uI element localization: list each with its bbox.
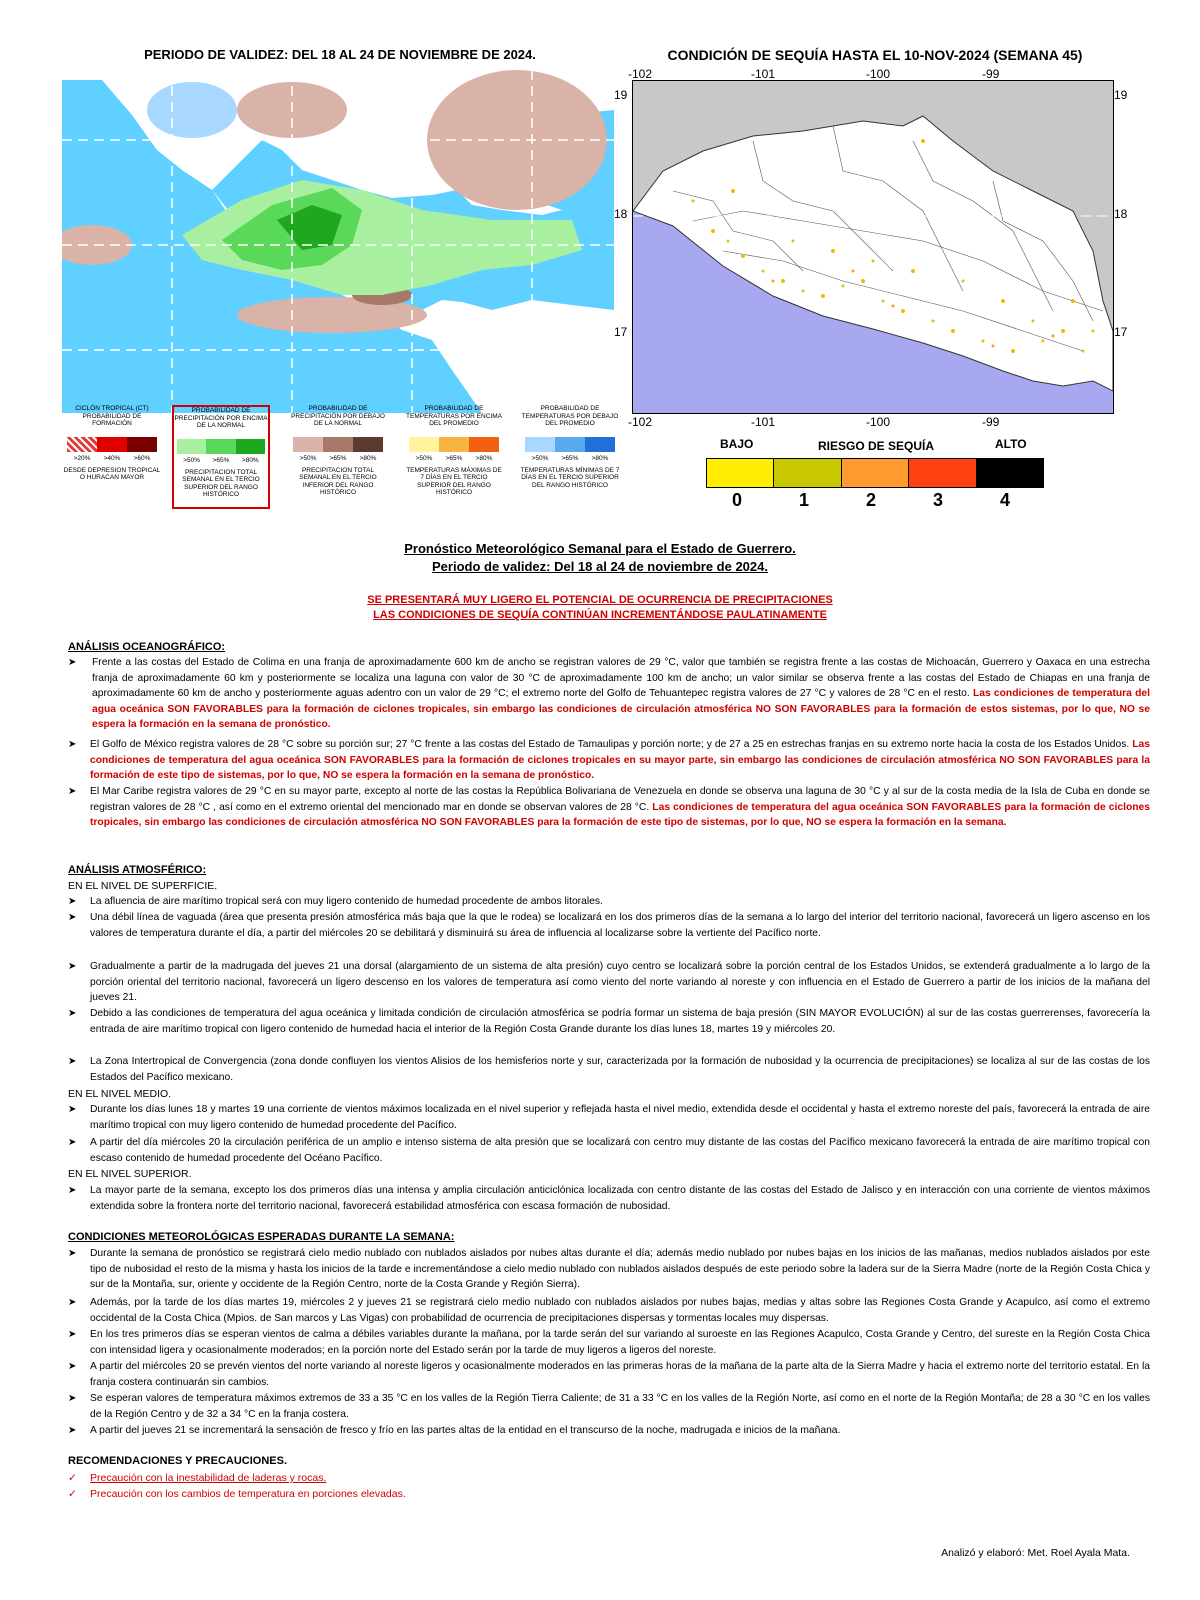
bullet-text: Durante la semana de pronóstico se registrará cielo medio nublado con nublados aislados por nubes altas durante el día; además medio nublado por nubes bajas en los inicios de las mañanas, medios nublados aislados por este tipo de nubosidad el resto de la misma y hasta los inicios de la tarde e incrementándose a cielo medio nublado con nublados aislados después de este periodo sobre la ladera sur de la Sierra Madre (norte de la Región Costa Chica y sur de la Montaña, sur, oriente y occidente de la Región Centro, norte de la Costa Grande y Región Sierra).	[90, 1248, 1150, 1291]
arrow-bullet-icon: ➤	[68, 1137, 77, 1148]
recommendation-item	[68, 1472, 326, 1484]
level-surface: EN EL NIVEL DE SUPERFICIE.	[68, 880, 218, 892]
drought-swatch-2	[842, 459, 909, 487]
legend-temp-below	[520, 405, 620, 489]
checkmark-icon: ✓	[68, 1488, 77, 1500]
arrow-bullet-icon: ➤	[68, 1248, 77, 1259]
legend-desc: TEMPERATURAS MÍNIMAS DE 7 DÍAS EN EL TERCIO SUPERIOR DEL RANGO HISTÓRICO	[520, 466, 620, 489]
list-item	[68, 894, 1150, 910]
legend-desc: DESDE DEPRESION TROPICAL O HURACAN MAYOR	[63, 466, 161, 481]
arrow-bullet-icon: ➤	[68, 1008, 77, 1019]
bullet-text: La Zona Intertropical de Convergencia (zona donde confluyen los vientos Alisios de los hemisferios norte y sur, caracterizada por la formación de nubosidad y la ocurrencia de precipitaciones) se localiza al sur de las costas de los Estados del Pacífico mexicano.	[90, 1056, 1150, 1083]
bullet-text: Se esperan valores de temperatura máximos extremos de 33 a 35 °C en los valles de la Región Tierra Caliente; de 31 a 33 °C en los valles de la Región Norte, así como en el norte de la Región Montaña; de 28 a 30 °C en los valles de la Región Centro y de 32 a 34 °C en la franja costera.	[90, 1393, 1150, 1420]
legend-swatch	[525, 437, 555, 452]
validity-period: Periodo de validez: Del 18 al 24 de noviembre de 2024.	[432, 559, 768, 574]
legend-swatch	[469, 437, 499, 452]
legend-level: >50%	[531, 455, 549, 462]
lat-tick: 17	[1114, 325, 1128, 339]
lat-tick: 19	[614, 88, 628, 102]
legend-level: >50%	[415, 455, 433, 462]
legend-swatch	[353, 437, 383, 452]
bullet-warning: Las condiciones de temperatura del agua oceánica SON FAVORABLES para la formación de ciclones tropicales en su mayor parte, sin embargo las condiciones de circulación atmosférica NO SON FAVORABLES para la formación de este tipo de sistemas, por lo que, NO se espera la formación en la semana de pronóstico.	[90, 739, 1150, 782]
legend-level: >65%	[445, 455, 463, 462]
author-signature: Analizó y elaboró: Met. Roel Ayala Mata.	[941, 1547, 1130, 1559]
legend-swatch	[409, 437, 439, 452]
legend-swatch	[97, 437, 127, 452]
alert-drought: LAS CONDICIONES DE SEQUÍA CONTINÚAN INCREMENTÁNDOSE PAULATINAMENTE	[373, 609, 827, 621]
recommendation-text: Precaución con los cambios de temperatura en porciones elevadas.	[90, 1488, 406, 1500]
drought-swatch-3	[909, 459, 976, 487]
lon-tick: -102	[628, 67, 653, 81]
legend-precip-below	[288, 405, 388, 497]
level-upper: EN EL NIVEL SUPERIOR.	[68, 1168, 192, 1180]
bullet-warning: Las condiciones de temperatura del agua oceánica SON FAVORABLES para la formación de ciclones tropicales, sin embargo las condiciones de circulación atmosférica NO SON FAVORABLES para la formación de estos sistemas, por lo que, NO se espera la formación en la semana de pronóstico.	[92, 688, 1150, 731]
lon-tick: -101	[751, 415, 776, 429]
legend-desc: PRECIPITACION TOTAL SEMANAL EN EL TERCIO SUPERIOR DEL RANGO HISTÓRICO	[182, 468, 260, 498]
legend-level: >80%	[359, 455, 377, 462]
list-item	[68, 1183, 1150, 1214]
legend-level: >65%	[561, 455, 579, 462]
drought-scale-bar	[706, 458, 1044, 488]
drought-scale-value: 4	[1000, 490, 1011, 510]
recommendations-heading: RECOMENDACIONES Y PRECAUCIONES.	[68, 1455, 288, 1467]
list-item	[68, 910, 1150, 941]
bullet-text: La afluencia de aire marítimo tropical será con muy ligero contenido de humedad procedente de ambos litorales.	[90, 896, 603, 907]
arrow-bullet-icon: ➤	[68, 657, 77, 668]
lon-tick: -99	[982, 415, 1000, 429]
arrow-bullet-icon: ➤	[68, 961, 77, 972]
bullet-text: Además, por la tarde de los días martes 19, miércoles 2 y jueves 21 se registrará cielo medio nublado con nublados aislados por nubes bajas, medias y altas sobre las Regiones Costa Grande y Acapulco, así como el extremo occidental de la Costa Chica (Mpios. de San marcos y Las Vigas) con probabilidad de ocurrencia de precipitaciones dispersas y tormentas locales muy dispersas.	[90, 1297, 1150, 1324]
drought-scale-value: 2	[866, 490, 877, 510]
legend-level: >60%	[133, 455, 151, 462]
recommendation-item	[68, 1488, 406, 1500]
atmospheric-heading: ANÁLISIS ATMOSFÉRICO:	[68, 864, 207, 876]
arrow-bullet-icon: ➤	[68, 1104, 77, 1115]
list-item	[68, 1295, 1150, 1326]
bullet-text: Gradualmente a partir de la madrugada del jueves 21 una dorsal (alargamiento de un sistema de alta presión) cuyo centro se localizará sobre la porción central de los Estados Unidos, se extenderá gradualmente a lo largo de la porción oriental del territorio nacional, favorecerá un ligero descenso en los valores de temperatura así como viento del norte variando al noreste y con influencia en el Estado de Guerrero a partir de los inicios de la mañana del jueves 21.	[90, 961, 1150, 1004]
bullet-text: El Golfo de México registra valores de 28 °C sobre su porción sur; 27 °C frente a las costas del Estado de Tamaulipas y porción norte; y de 27 a 25 en estrechas franjas en su extremo norte hacia la costa de los Estados Unidos.	[90, 739, 1130, 750]
list-item	[68, 655, 1150, 733]
legend-title: PROBABILIDAD DE TEMPERATURAS POR ENCIMA DEL PROMEDIO	[406, 405, 502, 427]
list-item	[68, 737, 1150, 784]
drought-scale-value: 3	[933, 490, 944, 510]
arrow-bullet-icon: ➤	[68, 739, 77, 750]
legend-level: >80%	[591, 455, 609, 462]
conditions-heading: CONDICIONES METEOROLÓGICAS ESPERADAS DURANTE LA SEMANA:	[68, 1231, 455, 1243]
lat-tick: 17	[614, 325, 628, 339]
legend-level: >20%	[73, 455, 91, 462]
precipitation-outlook-map	[62, 70, 614, 413]
legend-level: >65%	[212, 457, 230, 464]
legend-swatch	[293, 437, 323, 452]
lat-tick: 18	[1114, 207, 1128, 221]
left-map-title: PERIODO DE VALIDEZ: DEL 18 AL 24 DE NOVIEMBRE DE 2024.	[144, 47, 536, 62]
lat-tick: 18	[614, 207, 628, 221]
level-middle: EN EL NIVEL MEDIO.	[68, 1088, 172, 1100]
legend-desc: PRECIPITACION TOTAL SEMANAL EN EL TERCIO INFERIOR DEL RANGO HISTÓRICO	[299, 466, 377, 496]
legend-title: PROBABILIDAD DE PRECIPITACIÓN POR ENCIMA DE LA NORMAL	[174, 407, 268, 429]
bullet-text: El Mar Caribe registra valores de 29 °C en su mayor parte, excepto al norte de las costas la República Bolivariana de Venezuela en donde se observa una laguna de 30 °C y al sur de la costa media de la Isla de Cuba en donde se registran valores de 28 °C , así como en el extremo oriental del mencionado mar en donde se observan valores de 28 °C.	[90, 786, 1150, 813]
lon-tick: -100	[866, 415, 891, 429]
legend-swatch	[206, 439, 235, 454]
drought-swatch-0	[707, 459, 774, 487]
legend-title: PROBABILIDAD DE TEMPERATURAS POR DEBAJO DEL PROMEDIO	[521, 405, 619, 427]
arrow-bullet-icon: ➤	[68, 896, 77, 907]
list-item	[68, 1102, 1150, 1133]
legend-swatch	[439, 437, 469, 452]
right-map-title: CONDICIÓN DE SEQUÍA HASTA EL 10-NOV-2024 (SEMANA 45)	[667, 47, 1083, 63]
drought-swatch-1	[774, 459, 841, 487]
arrow-bullet-icon: ➤	[68, 1393, 77, 1404]
list-item	[68, 1391, 1150, 1422]
legend-level: >80%	[475, 455, 493, 462]
arrow-bullet-icon: ➤	[68, 1056, 77, 1067]
lon-tick: -100	[866, 67, 891, 81]
arrow-bullet-icon: ➤	[68, 1329, 77, 1340]
recommendation-text: Precaución con la inestabilidad de laderas y rocas.	[90, 1472, 327, 1484]
arrow-bullet-icon: ➤	[68, 912, 77, 923]
bullet-text: Durante los días lunes 18 y martes 19 una corriente de vientos máximos localizada en el nivel superior y reflejada hasta el nivel medio, extendida desde el occidental y hasta el extremo noreste del país, favorecerá la entrada de aire marítimo tropical con muy ligero contenido de humedad procedente del Pacífico.	[90, 1104, 1150, 1131]
legend-swatch	[177, 439, 206, 454]
arrow-bullet-icon: ➤	[68, 1425, 77, 1436]
forecast-title: Pronóstico Meteorológico Semanal para el Estado de Guerrero.	[404, 541, 796, 556]
bullet-text: En los tres primeros días se esperan vientos de calma a débiles variables durante la mañana, por la tarde serán del sur variando al suroeste en las Regiones Acapulco, Costa Grande y Centro, del sureste en la Región Costa Chica con intensidad ligera y ocasionalmente moderados; en la porción norte del Estado serán por la tarde de muy ligeros a ligeros del noreste.	[90, 1329, 1150, 1356]
bullet-text: Frente a las costas del Estado de Colima en una franja de aproximadamente 600 km de ancho se registran valores de 29 °C, valor que también se registra frente a las costas de Michoacán, Guerrero y Oaxaca en una estrecha franja de aproximadamente 60 km y posteriormente se localiza una laguna con valor de 30 °C de aproximadamente 100 km de ancho; un valor similar se observa frente a las costas del Estado de Chiapas en una franja de aproximadamente 60 km de ancho y posteriormente aguas adentro con un valor de 29 °C; el extremo norte del Golfo de Tehuantepec registra valores de 27 °C y valores de 28 °C en el resto.	[92, 657, 1150, 700]
arrow-bullet-icon: ➤	[68, 1361, 77, 1372]
bullet-warning: Las condiciones de temperatura del agua oceánica SON FAVORABLES para la formación de ciclones tropicales, sin embargo las condiciones de circulación atmosférica NO SON FAVORABLES para la formación de este tipo de sistemas, por lo que, NO se espera la formación en la semana.	[90, 801, 1150, 829]
legend-title: PROBABILIDAD DE PRECIPITACIÓN POR DEBAJO DE LA NORMAL	[291, 405, 385, 427]
list-item	[68, 1054, 1150, 1085]
legend-level: >65%	[329, 455, 347, 462]
legend-level: >80%	[241, 457, 259, 464]
legend-level: >40%	[103, 455, 121, 462]
lon-tick: -102	[628, 415, 653, 429]
checkmark-icon: ✓	[68, 1472, 77, 1484]
lon-tick: -101	[751, 67, 776, 81]
legend-swatch	[67, 437, 97, 452]
bullet-text: A partir del jueves 21 se incrementará la sensación de fresco y frío en las partes altas de la entidad en el transcurso de la noche, madrugada e inicios de la mañana.	[90, 1425, 841, 1436]
drought-legend-low: BAJO	[720, 437, 754, 451]
drought-legend-high: ALTO	[995, 437, 1027, 451]
legend-precip-above	[172, 405, 270, 509]
lat-tick: 19	[1114, 88, 1128, 102]
bullet-text: Debido a las condiciones de temperatura del agua oceánica y limitada condición de circulación atmosférica se podría formar un sistema de baja presión (SIN MAYOR EVOLUCIÓN) al sur de las costas guerrerenses, favorecería la entrada de aire marítimo tropical con ligero contenido de humedad hacia el interior de la Región Costa Grande durante los días lunes 18, martes 19 y miércoles 20.	[90, 1008, 1150, 1035]
legend-title: CICLÓN TROPICAL (CT) PROBABILIDAD DE FORMACIÓN	[75, 405, 149, 427]
arrow-bullet-icon: ➤	[68, 1297, 77, 1308]
legend-swatch	[323, 437, 353, 452]
bullet-text: Una débil línea de vaguada (área que presenta presión atmosférica más baja que la que le rodea) se localizará en los dos primeros días de la semana a lo largo del interior del territorio nacional, favorecerá un ligero ascenso en los valores de temperatura durante el día, a partir del miércoles 20 se debilitará y disminuirá su área de influencia al localizarse sobre la vertiente del Pacífico norte.	[90, 912, 1150, 939]
bullet-text: A partir del día miércoles 20 la circulación periférica de un amplio e intenso sistema de alta presión que se localizará con centro muy distante de las costas del Pacífico mexicano favorecerá la entrada de aire marítimo tropical con escaso contenido de humedad procedente del Océano Pacífico.	[90, 1137, 1150, 1164]
legend-level: >50%	[183, 457, 201, 464]
legend-tropical-cyclone	[62, 405, 162, 482]
legend-temp-above	[404, 405, 504, 497]
list-item	[68, 1135, 1150, 1166]
drought-scale-value: 0	[732, 490, 743, 510]
list-item	[68, 1327, 1150, 1358]
list-item	[68, 1006, 1150, 1037]
drought-scale-value: 1	[799, 490, 810, 510]
list-item	[68, 1423, 1150, 1439]
lon-tick: -99	[982, 67, 1000, 81]
legend-swatch	[555, 437, 585, 452]
legend-swatch	[585, 437, 615, 452]
arrow-bullet-icon: ➤	[68, 786, 77, 797]
drought-swatch-4	[977, 459, 1043, 487]
bullet-text: La mayor parte de la semana, excepto los dos primeros días una intensa y amplia circulación anticiclónica localizada con centro distante de las costas del Estado de Jalisco y en interacción con una corriente de vientos máximos extendida sobre la frontera norte del territorio nacional, favorecerá estabilidad atmosférica con escasa formación de nubosidad.	[90, 1185, 1150, 1212]
drought-legend-title: RIESGO DE SEQUÍA	[818, 439, 935, 453]
bullet-text: A partir del miércoles 20 se prevén vientos del norte variando al noreste ligeros y ocasionalmente moderados en las primeras horas de la mañana de la parte alta de la Sierra Madre y hacia el extremo norte del territorio estatal. En la franja costera continuarán sin cambios.	[90, 1361, 1150, 1388]
list-item	[68, 1359, 1150, 1390]
legend-desc: TEMPERATURAS MÁXIMAS DE 7 DÍAS EN EL TERCIO SUPERIOR DEL RANGO HISTÓRICO	[406, 466, 502, 496]
drought-map	[632, 80, 1114, 414]
alert-precipitation: SE PRESENTARÁ MUY LIGERO EL POTENCIAL DE OCURRENCIA DE PRECIPITACIONES	[367, 594, 833, 606]
legend-swatch	[127, 437, 157, 452]
list-item	[68, 959, 1150, 1006]
legend-level: >50%	[299, 455, 317, 462]
arrow-bullet-icon: ➤	[68, 1185, 77, 1196]
oceanographic-heading: ANÁLISIS OCEANOGRÁFICO:	[68, 641, 226, 653]
legend-swatch	[236, 439, 265, 454]
list-item	[68, 784, 1150, 831]
list-item	[68, 1246, 1150, 1293]
